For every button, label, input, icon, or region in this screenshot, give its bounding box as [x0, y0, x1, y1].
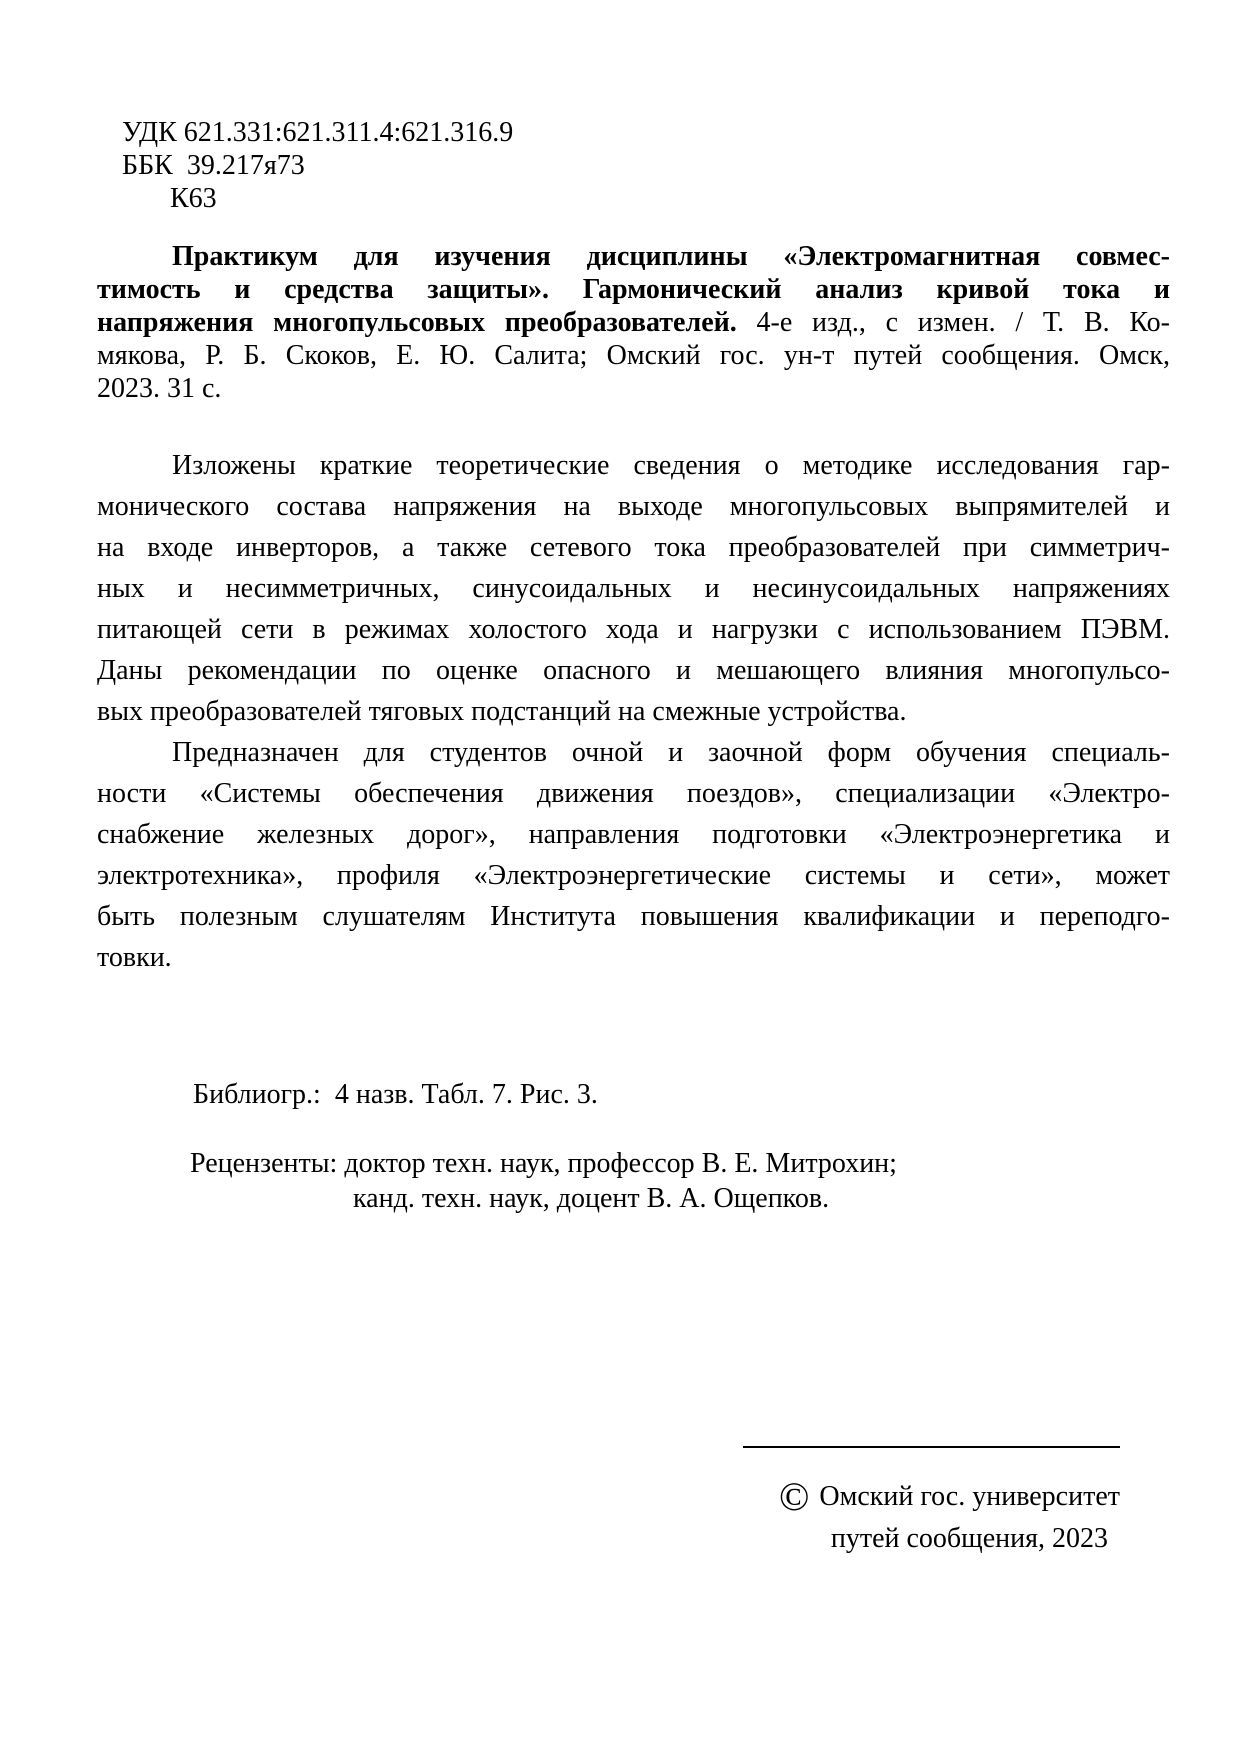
abstract-line: вых преобразователей тяговых подстанций на смежные устройства.	[97, 696, 907, 727]
abstract-line: снабжение железных дорог», направления подготовки «Электроэнергетика и	[97, 819, 1170, 850]
abstract-block	[97, 445, 1170, 978]
abstract-line: быть полезным слушателям Института повышения квалификации и переподго-	[97, 901, 1170, 932]
annotation-line-3	[97, 306, 1170, 339]
abstract-line: ных и несимметричных, синусоидальных и несинусоидальных напряжениях	[97, 573, 1170, 604]
annotation-title-end: напряжения многопульсовых преобразователей.	[97, 307, 737, 338]
reviewer-line-1: Рецензенты: доктор техн. наук, профессор В. Е. Митрохин;	[190, 1148, 897, 1179]
abstract-line: монического состава напряжения на выходе многопульсовых выпрямителей и	[97, 491, 1170, 522]
copyright-line-1: © Омский гос. университет	[778, 1474, 1120, 1519]
classification-block	[122, 116, 1170, 215]
abstract-line: питающей сети в режимах холостого хода и нагрузки с использованием ПЭВМ.	[97, 614, 1170, 645]
udc-number: УДК 621.331:621.311.4:621.316.9	[122, 117, 514, 148]
annotation-edition-info: 4-е изд., с измен. / Т. В. Ко-	[736, 307, 1170, 338]
annotation-line-1: Практикум для изучения дисциплины «Электромагнитная совмес-	[172, 241, 1170, 272]
abstract-line: на входе инверторов, а также сетевого тока преобразователей при симметрич-	[97, 532, 1170, 563]
copyright-owner: Омский гос. университет	[819, 1481, 1120, 1512]
abstract-line: Даны рекомендации по оценке опасного и мешающего влияния многопульсо-	[97, 655, 1170, 686]
abstract-line: ности «Системы обеспечения движения поездов», специализации «Электро-	[97, 778, 1170, 809]
bibliography-note: Библиогр.: 4 назв. Табл. 7. Рис. 3.	[193, 1079, 598, 1110]
annotation-line-5: 2023. 31 с.	[97, 373, 222, 404]
abstract-line: Предназначен для студентов очной и заочной форм обучения специаль-	[172, 737, 1170, 768]
page-text-block	[97, 0, 1170, 1216]
copyright-line-2: путей сообщения, 2023	[830, 1523, 1108, 1554]
copyright-block	[743, 1446, 1120, 1560]
bibliographic-annotation	[97, 240, 1170, 405]
reviewers-block	[97, 1146, 1170, 1216]
bbk-number: ББК 39.217я73	[122, 150, 305, 181]
abstract-line: товки.	[97, 942, 172, 973]
annotation-line-2: тимость и средства защиты». Гармонический анализ кривой тока и	[97, 274, 1170, 305]
abstract-line: электротехника», профиля «Электроэнергетические системы и сети», может	[97, 860, 1170, 891]
reviewer-line-2: канд. техн. наук, доцент В. А. Ощепков.	[353, 1183, 830, 1214]
abstract-line: Изложены краткие теоретические сведения о методике исследования гар-	[172, 450, 1170, 481]
annotation-line-4: мякова, Р. Б. Скоков, Е. Ю. Салита; Омский гос. ун-т путей сообщения. Омск,	[97, 340, 1170, 371]
author-sign: К63	[170, 183, 217, 214]
